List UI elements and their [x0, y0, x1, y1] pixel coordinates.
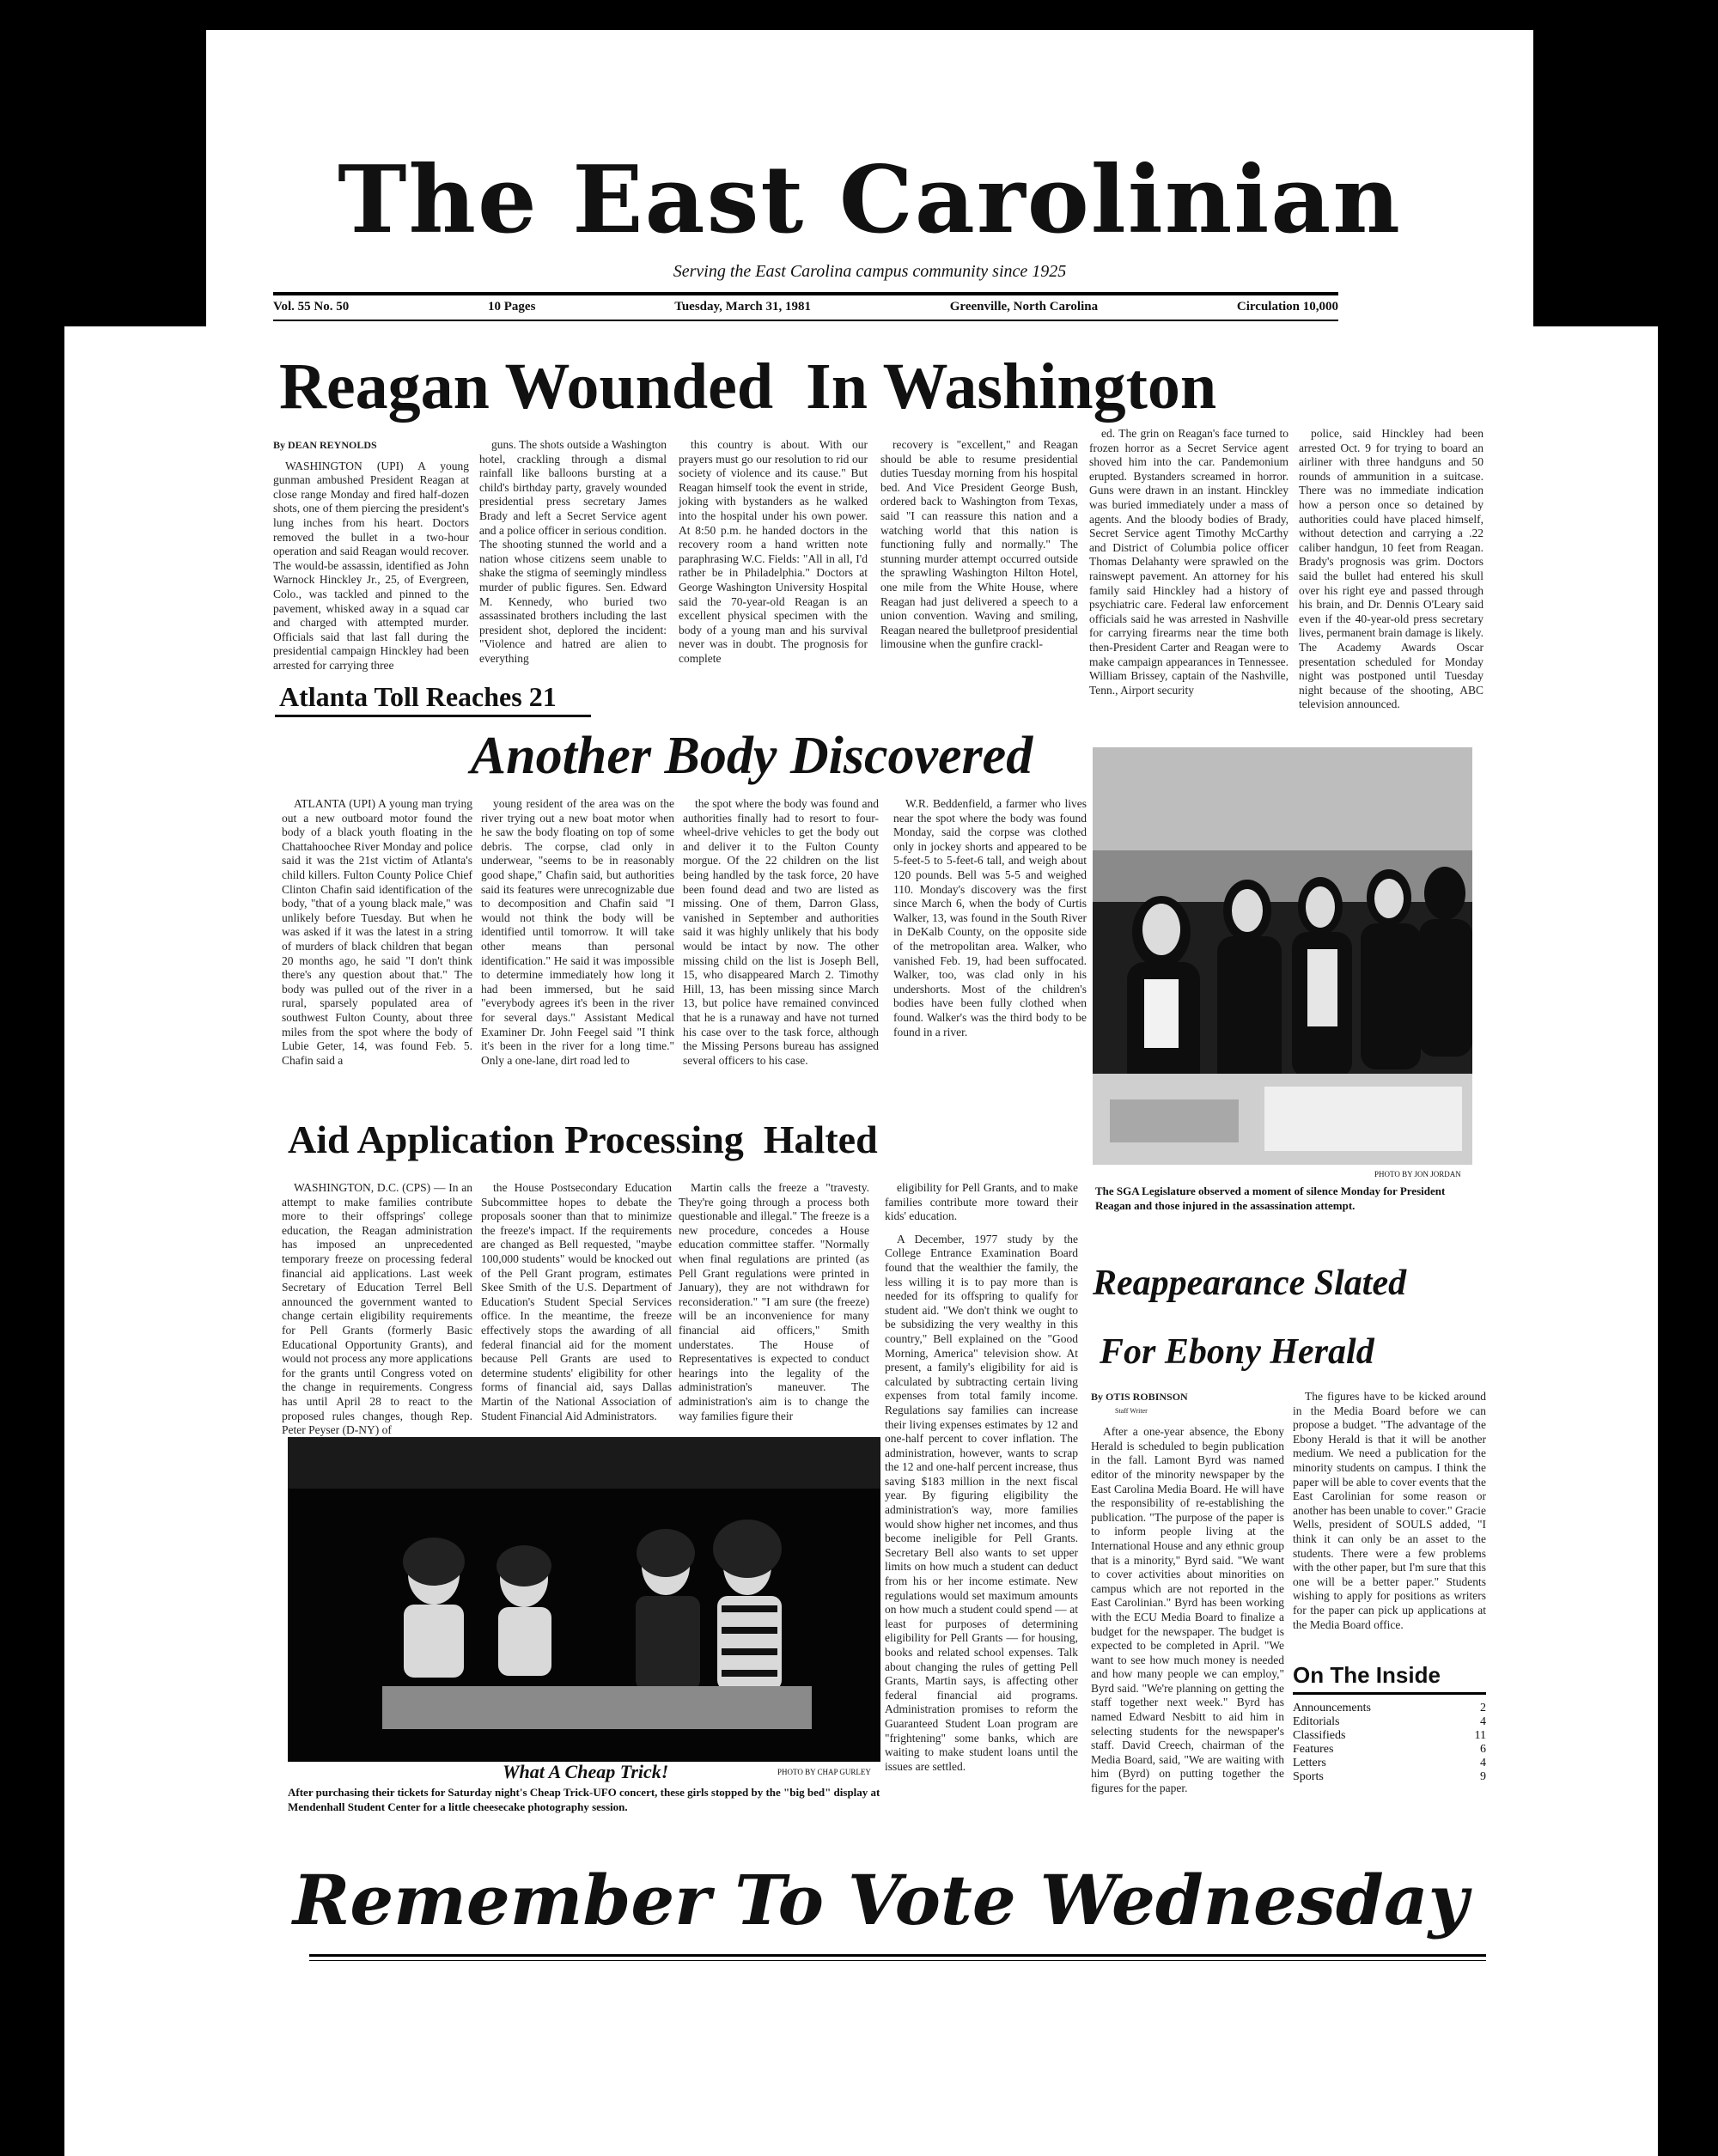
inside-item[interactable] — [1293, 1743, 1486, 1757]
herald-byline: By OTIS ROBINSON — [1091, 1391, 1188, 1403]
aid-headline: Aid Application Processing Halted — [288, 1118, 878, 1161]
inside-item-page: 6 — [1480, 1743, 1486, 1756]
lead-column-1-text: WASHINGTON (UPI) A young gunman ambushed President Reagan at close range Monday and fired half-dozen shots, one of them piercing the president's lung inches from his heart. Doctors removed the bullet in a two-hour operation and said Reagan would recover. The would-be assassin, identified as John Warnock Hinckley Jr., 25, of Evergreen, Colo., was tackled and pinned to the pavement, whisked away in a squad car and charged with attempted murder. Officials said that last fall during the presidential campaign Hinckley had been arrested for carrying three — [273, 459, 469, 672]
atlanta-column-2 — [481, 797, 674, 1069]
inside-item-page: 4 — [1480, 1757, 1486, 1769]
aid-column-3 — [679, 1181, 869, 1425]
inside-item-label: Announcements — [1293, 1702, 1371, 1714]
on-the-inside-list — [1293, 1702, 1486, 1784]
volume-number: Vol. 55 No. 50 — [273, 300, 350, 314]
inside-item-label: Classifieds — [1293, 1729, 1346, 1742]
lead-column-5-text: ed. The grin on Reagan's face turned to frozen horror as a Secret Service agent shoved him into the car. Pandemonium erupted. Bystanders screamed in horror. Guns were drawn in an instant. Hinckley was buried immediately under a mass of agents. And the bloody bodies of Brady, Secret Service agent Timothy McCarthy and District of Columbia police officer Thomas Delahanty were sprawled on the rainswept pavement. An attorney for his family said Hinckley had a history of psychiatric care. Federal law enforcement officials said he was arrested in Nashville for carrying firearms near the time both then-President Carter and Reagan were to make campaign appearances in Tennessee. William Brissey, captain of the Nashville, Tenn., Airport security — [1089, 427, 1288, 697]
herald-headline-line2: For Ebony Herald — [1100, 1332, 1374, 1372]
aid-column-1-text: WASHINGTON, D.C. (CPS) — In an attempt to make families contribute more to their offsprings' college education, the Reagan administration has imposed an unprecedented temporary freeze on processing federal financial aid applications. Last week Secretary of Education Terrel Bell announced the government wanted to change certain eligibility requirements for Pell Grants (formerly Basic Educational Opportunity Grants), and would not process any more applications for the grants until Congress voted on the change in requirements. Congress has until April 28 to react to the proposed rules changes, though Rep. Peter Peyser (D-NY) of — [282, 1181, 472, 1437]
inside-item-label: Letters — [1293, 1757, 1326, 1769]
lead-column-6 — [1299, 427, 1483, 714]
lead-column-4-text: recovery is "excellent," and Reagan should be able to resume presidential duties Tuesday morning from his hospital bed. And Vice President George Bush, ordered back to Washington from Texas, said "I can reassure this nation and a watching world that this nation is functioning fully and normally." The stunning murder attempt occurred outside the sprawling Washington Hilton Hotel, one mile from the White House, where Reagan had just delivered a speech to a union convention. Waving and smiling, Reagan neared the bulletproof presidential limousine when the gunfire crackl- — [880, 438, 1078, 651]
on-the-inside-title: On The Inside — [1293, 1662, 1486, 1695]
issue-date: Tuesday, March 31, 1981 — [674, 300, 811, 314]
sga-photo-caption: The SGA Legislature observed a moment of silence Monday for President Reagan and those injured in the assassination attempt. — [1095, 1185, 1446, 1212]
atlanta-column-4-text: W.R. Beddenfield, a farmer who lives near the spot where the body was found Monday, said the corpse was clothed only in jockey shorts and appeared to be 5-feet-5 to 5-feet-6 tall, and weigh about 120 pounds. Bell was 5-5 and weighed 110. Monday's discovery was the first since March 6, when the body of Curtis Walker, 13, was found in the South River in DeKalb County, on the opposite side of the metropolitan area. Walker, who vanished Feb. 19, had been suffocated. Walker, too, was clad only in his undershorts. Most of the children's bodies have been fully clothed when found. Walker's was the third body to be found in a river. — [893, 797, 1087, 1038]
atlanta-headline: Another Body Discovered — [470, 727, 1033, 785]
inside-item-page: 2 — [1480, 1702, 1486, 1714]
atlanta-column-3-text: the spot where the body was found and authorities finally had to resort to four-wheel-drive vehicles to get the body out and deliver it to the Fulton County morgue. Of the 22 children on the list being handled by the task force, 20 have been found dead and two are listed as missing. One of them, Darron Glass, vanished in September and authorities said it was highly unlikely that his body would be intact by now. The other missing child on the list is Joseph Bell, 15, who disappeared March 2. Timothy Hill, 13, has been missing since March 13, but police have remained convinced that he is a runaway and have not turned his case over to the task force, although the Missing Persons bureau has assigned several officers to his case. — [683, 797, 879, 1067]
masthead-info-bar — [273, 300, 1338, 314]
location: Greenville, North Carolina — [949, 300, 1099, 314]
lead-column-4 — [880, 438, 1078, 654]
lead-column-1 — [273, 438, 469, 675]
sga-photo-credit: PHOTO BY JON JORDAN — [1374, 1170, 1461, 1178]
sga-photo-illustration — [1093, 747, 1472, 1165]
masthead-rule-bottom — [273, 320, 1338, 321]
inside-item-page: 4 — [1480, 1715, 1486, 1728]
atlanta-column-3 — [683, 797, 879, 1069]
lead-column-2-text: guns. The shots outside a Washington hotel, crackling through a dismal rainfall like balloons bursting at a child's birthday party, gravely wounded presidential press secretary James Brady and left a Secret Service agent and a police officer in serious condition. The shooting stunned the world and a nation whose citizens seem unable to shake the stigma of seemingly mindless murder of public figures. Sen. Edward M. Kennedy, who buried two assassinated brothers including the last president shot, deplored the incident: "Violence and hatred are alien to everything — [479, 438, 667, 665]
masthead-tagline: Serving the East Carolina campus community since 1925 — [673, 262, 1067, 281]
aid-column-1 — [282, 1181, 472, 1440]
inside-item[interactable] — [1293, 1715, 1486, 1729]
atlanta-column-4 — [893, 797, 1087, 1041]
inside-item-page: 9 — [1480, 1770, 1486, 1783]
cheap-trick-photo — [288, 1437, 880, 1762]
atlanta-column-2-text: young resident of the area was on the river trying out a new boat motor when he saw the body floating on top of some debris. The corpse, clad only in underwear, "seems to be in reasonably good shape," Chafin said, but authorities said its features were unrecognizable due to decomposition and Chafin said "I would not think the body will be identified until tomorrow. It will take other means than personal identification." He said it was impossible to determine immediately how long it had been immersed, but he said "everybody agrees it's been in the river for several days." Assistant Medical Examiner Dr. John Feegel said "I think it's been in the river for a long time." Only a one-lane, dirt road led to — [481, 797, 674, 1067]
cheap-trick-photo-caption: After purchasing their tickets for Saturday night's Cheap Trick-UFO concert, these girls stopped by the "big bed" display at Mendenhall Student Center for a little cheesecake photography session. — [288, 1786, 880, 1813]
herald-column-1-text: After a one-year absence, the Ebony Herald is scheduled to begin publication in the fall. Lamont Byrd was named editor of the minority newspaper by the East Carolina Media Board. He will have the responsibility of re-establishing the publication. "The purpose of the paper is to inform people living at the International House and any ethnic group that is a minority," Byrd said. "We want to cover activities about minorities on campus which are not reported in the East Carolinian." Byrd has been working with the ECU Media Board to finalize a budget for the newspaper. The budget is expected to be completed in April. "We want to see how much money is needed and how many people we can employ," Byrd said. "We're planning on getting the staff together next week." Byrd has named Edward Nesbitt to aid him in selecting students for the newspaper's staff. David Creech, chairman of the Media Board, said, "We are waiting with him (Byrd) on putting together the figures for the paper. — [1091, 1425, 1284, 1795]
inside-item[interactable] — [1293, 1770, 1486, 1784]
lead-column-6-text: police, said Hinckley had been arrested Oct. 9 for trying to board an airliner with three handguns and 50 rounds of ammunition in a suitcase. There was no immediate indication how a person once so detained by authorities could have placed himself, without detection and carrying a .22 caliber handgun, 10 feet from Reagan. Brady's prognosis was grim. Doctors said the bullet had entered his skull over his right eye and passed through his brain, and Dr. Dennis O'Leary said even if the 40-year-old press secretary lives, permanent brain damage is likely. The Academy Awards Oscar presentation scheduled for Monday night was postponed until Tuesday night because of the shooting, ABC television announced. — [1299, 427, 1483, 711]
lead-byline: By DEAN REYNOLDS — [273, 439, 377, 451]
atlanta-kicker-rule — [275, 715, 591, 717]
atlanta-kicker: Atlanta Toll Reaches 21 — [279, 681, 557, 712]
footer-rule-1 — [309, 1954, 1486, 1957]
lead-column-5 — [1089, 427, 1288, 699]
aid-column-2-text: the House Postsecondary Education Subcommittee hopes to debate the proposals sooner than that to minimize the freeze's impact. If the requirements are changed as Bell requested, "maybe 100,000 students" would be knocked out of the Pell Grant program, estimates Skee Smith of the U.S. Department of Education's Student Special Services office. In the meantime, the freeze effectively stops the awarding of all federal financial aid for the moment because Pell Grants are used to determine students' eligibility for other forms of financial aid, says Dallas Martin of the National Association of Student Financial Aid Administrators. — [481, 1181, 672, 1422]
aid-column-4a-text: eligibility for Pell Grants, and to make families contribute more toward their kids' education. — [885, 1181, 1078, 1223]
inside-item[interactable] — [1293, 1757, 1486, 1770]
circulation: Circulation 10,000 — [1236, 300, 1338, 314]
herald-column-1 — [1091, 1390, 1284, 1798]
aid-column-4 — [885, 1181, 1078, 1775]
on-the-inside-box — [1293, 1662, 1486, 1784]
inside-item-label: Features — [1293, 1743, 1334, 1756]
atlanta-column-1 — [282, 797, 472, 1069]
inside-item-label: Editorials — [1293, 1715, 1340, 1728]
masthead-rule-top — [273, 292, 1338, 295]
aid-column-4b-text: A December, 1977 study by the College Entrance Examination Board found that the wealthier the family, the less willing it is to pay more than is needed for its offspring to qualify for student aid. "We don't think we ought to be subsidizing the very wealthy in this country," Bell explained on the "Good Morning, America" television show. At present, a family's eligibility for aid is calculated by subtracting certain living expenses from total family income. Regulations say families can increase their living expenses estimates by 12 and one-half percent to cover inflation. The administration, however, wants to scrap the 12 and one-half percent increase, thus saving $183 million in the next fiscal year. By figuring eligibility the administration's way, more families would show higher net incomes, and thus become ineligible for Pell Grants. Secretary Bell also wants to set upper limits on how much a student can deduct from his or her income estimate. New regulations would set maximum amounts on how much a student could spend — at least for purposes of determining eligibility for Pell Grants — for housing, books and related school expenses. Talk about changing the rules of getting Pell Grants, Martin says, is affecting other federal financial aid programs. Administration promises to reform the Guaranteed Student Loan program are "frightening" some banks, which are waiting to make student loans until the issues are settled. — [885, 1232, 1078, 1773]
vote-banner: Remember To Vote Wednesday — [292, 1860, 1469, 1940]
footer-rule-2 — [309, 1960, 1486, 1961]
cheap-trick-photo-illustration — [288, 1437, 880, 1762]
inside-item-page: 11 — [1474, 1729, 1486, 1742]
inside-item[interactable] — [1293, 1702, 1486, 1715]
masthead-title: The East Carolinian — [338, 146, 1402, 254]
lead-headline: Reagan Wounded In Washington — [279, 350, 1217, 423]
sga-legislature-photo — [1093, 747, 1472, 1165]
inside-item[interactable] — [1293, 1729, 1486, 1743]
lead-column-3-text: this country is about. With our prayers must go our resolution to rid our society of violence and its cause." But Reagan himself took the event in stride, joking with bystanders as he walked into the hospital under his own power. At 8:50 p.m. he handed doctors in the recovery room a hand written note paraphrasing W.C. Fields: "All in all, I'd rather be in Philadelphia." Doctors at George Washington University Hospital said the 70-year-old Reagan is an excellent physical specimen with the body of a young man and his survival never was in doubt. The prognosis for complete — [679, 438, 868, 665]
inside-item-label: Sports — [1293, 1770, 1324, 1783]
lead-column-3 — [679, 438, 868, 668]
cheap-trick-photo-credit: PHOTO BY CHAP GURLEY — [777, 1768, 871, 1776]
cheap-trick-photo-title: What A Cheap Trick! — [503, 1761, 669, 1782]
atlanta-column-1-text: ATLANTA (UPI) A young man trying out a new outboard motor found the body of a black youth floating in the Chattahoochee River Monday and police said it was the 21st victim of Atlanta's child killers. Fulton County Police Chief Clinton Chafin said identification of the body, "that of a young black male," was unlikely before Tuesday. But when he was asked if it was the latest in a string of murders of black children that began 20 months ago, he said "I don't think there's any question about that." The body was pulled out of the river in a rural, sparsely populated area of southwest Fulton County, about three miles from the spot where the body of Lubie Geter, 14, was found Feb. 5. Chafin said a — [282, 797, 472, 1067]
lead-column-2 — [479, 438, 667, 668]
herald-byline-role: Staff Writer — [1115, 1406, 1148, 1415]
aid-column-2 — [481, 1181, 672, 1425]
herald-headline-line1: Reappearance Slated — [1093, 1264, 1407, 1303]
page-count: 10 Pages — [488, 300, 536, 314]
herald-column-2 — [1293, 1390, 1486, 1634]
aid-column-3-text: Martin calls the freeze a "travesty. They're going through a process both questionable and illegal." The freeze is a new procedure, concedes a House education committee staffer. "Normally when final regulations are printed (as Pell Grant regulations were printed in January), they are not withdrawn for reconsideration." "I am sure (the freeze) will be an inconvenience for many financial aid officers," Smith understates. The House of Representatives is expected to conduct hearings into the legality of the administration's maneuver. The administration's aim is to change the way families figure their — [679, 1181, 869, 1422]
herald-column-2-text: The figures have to be kicked around in the Media Board before we can propose a budget. "The advantage of the Ebony Herald is that it will be another medium. We need a publication for the minority students on campus. I think the paper will be able to cover events that the East Carolinian for some reason or another has been unable to cover." Gracie Wells, president of SOULS added, "I think it can only be an asset to the students. There were a few problems with the other paper, but I'm sure that this one will be a better paper." Students wishing to apply for positions as writers for the paper can pick up applications at the Media Board office. — [1293, 1390, 1486, 1631]
